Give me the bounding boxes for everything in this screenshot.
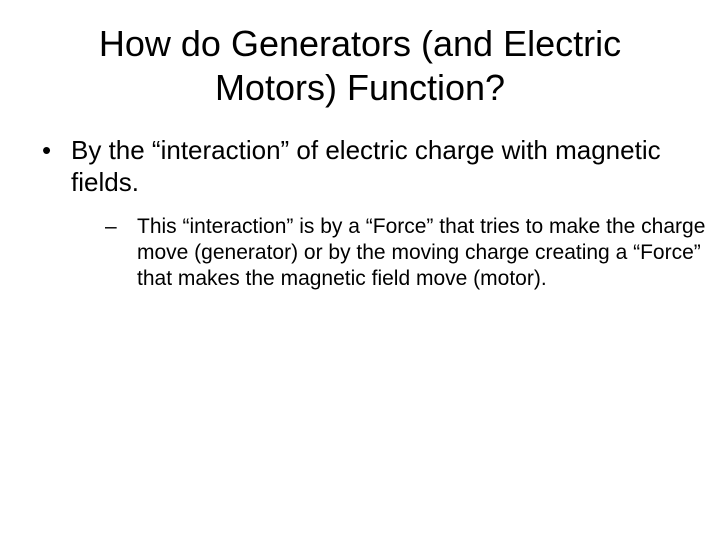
bullet-marker: • bbox=[42, 135, 52, 165]
sub-bullet-list bbox=[71, 214, 706, 292]
sub-bullet-marker: – bbox=[105, 215, 117, 238]
sub-bullet-item bbox=[105, 214, 720, 292]
sub-bullet-text: This “interaction” is by a “Force” that tries to make the charge move (generator) or by the moving charge creating a “Force” that makes the magnetic field move (motor). bbox=[137, 215, 706, 290]
bullet-list bbox=[36, 134, 706, 292]
bullet-text: By the “interaction” of electric charge with magnetic fields. bbox=[71, 135, 661, 197]
bullet-item bbox=[36, 134, 706, 292]
slide-title: How do Generators (and Electric Motors) Function? bbox=[98, 23, 622, 108]
